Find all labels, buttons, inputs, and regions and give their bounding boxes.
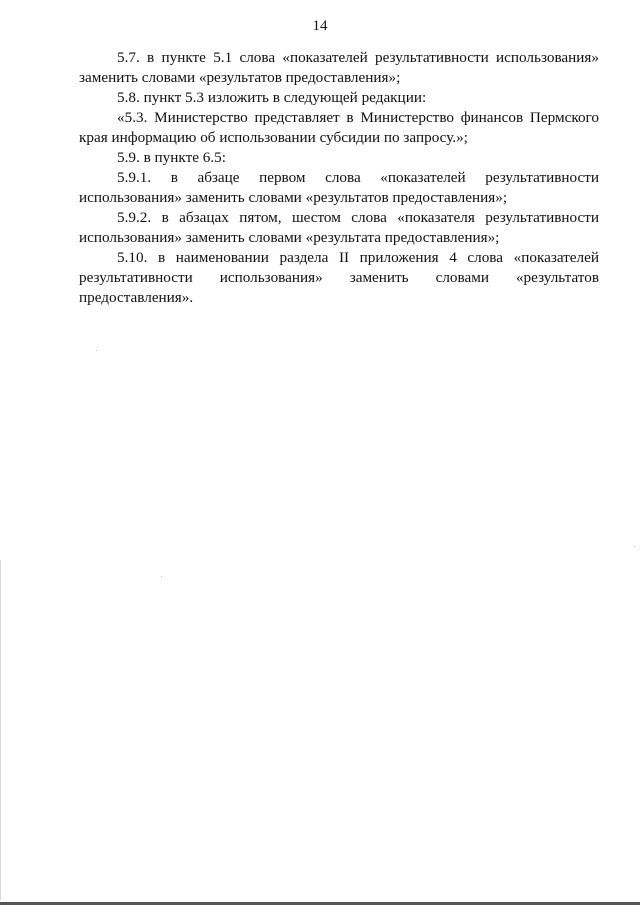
- scan-left-edge: [0, 560, 1, 900]
- text-line: 5.10. в наименовании раздела II приложения 4 слова «показателей: [117, 249, 599, 266]
- paragraph-5-10: [79, 248, 599, 308]
- text-line: предоставления».: [79, 289, 194, 306]
- text-line: заменить словами «результатов предоставления»;: [79, 69, 401, 86]
- text-line: 5.9.2. в абзацах пятом, шестом слова «показателя результативности: [117, 209, 599, 226]
- document-body: [79, 48, 599, 308]
- text-line: 5.9.1. в абзаце первом слова «показателей результативности: [117, 169, 599, 186]
- paragraph-5-3-quote: [79, 108, 599, 148]
- text-line: края информацию об использовании субсидии по запросу.»;: [79, 129, 468, 146]
- text-line: 5.8. пункт 5.3 изложить в следующей редакции:: [117, 89, 427, 106]
- text-line: «5.3. Министерство представляет в Министерство финансов Пермского: [117, 109, 599, 126]
- paragraph-5-9-1: [79, 168, 599, 208]
- scan-speck: [161, 576, 162, 577]
- scan-speck: [96, 350, 97, 351]
- scan-speck: [634, 546, 635, 547]
- paragraph-5-9: [79, 148, 599, 168]
- text-line: результативности использования» заменить словами «результатов: [79, 269, 599, 286]
- paragraph-5-8: [79, 88, 599, 108]
- page-number: 14: [312, 18, 328, 34]
- paragraph-5-9-2: [79, 208, 599, 248]
- paragraph-5-7: [79, 48, 599, 88]
- text-line: 5.7. в пункте 5.1 слова «показателей результативности использования»: [117, 49, 599, 66]
- text-line: использования» заменить словами «результатов предоставления»;: [79, 189, 508, 206]
- text-line: 5.9. в пункте 6.5:: [117, 149, 226, 166]
- text-line: использования» заменить словами «результата предоставления»;: [79, 229, 500, 246]
